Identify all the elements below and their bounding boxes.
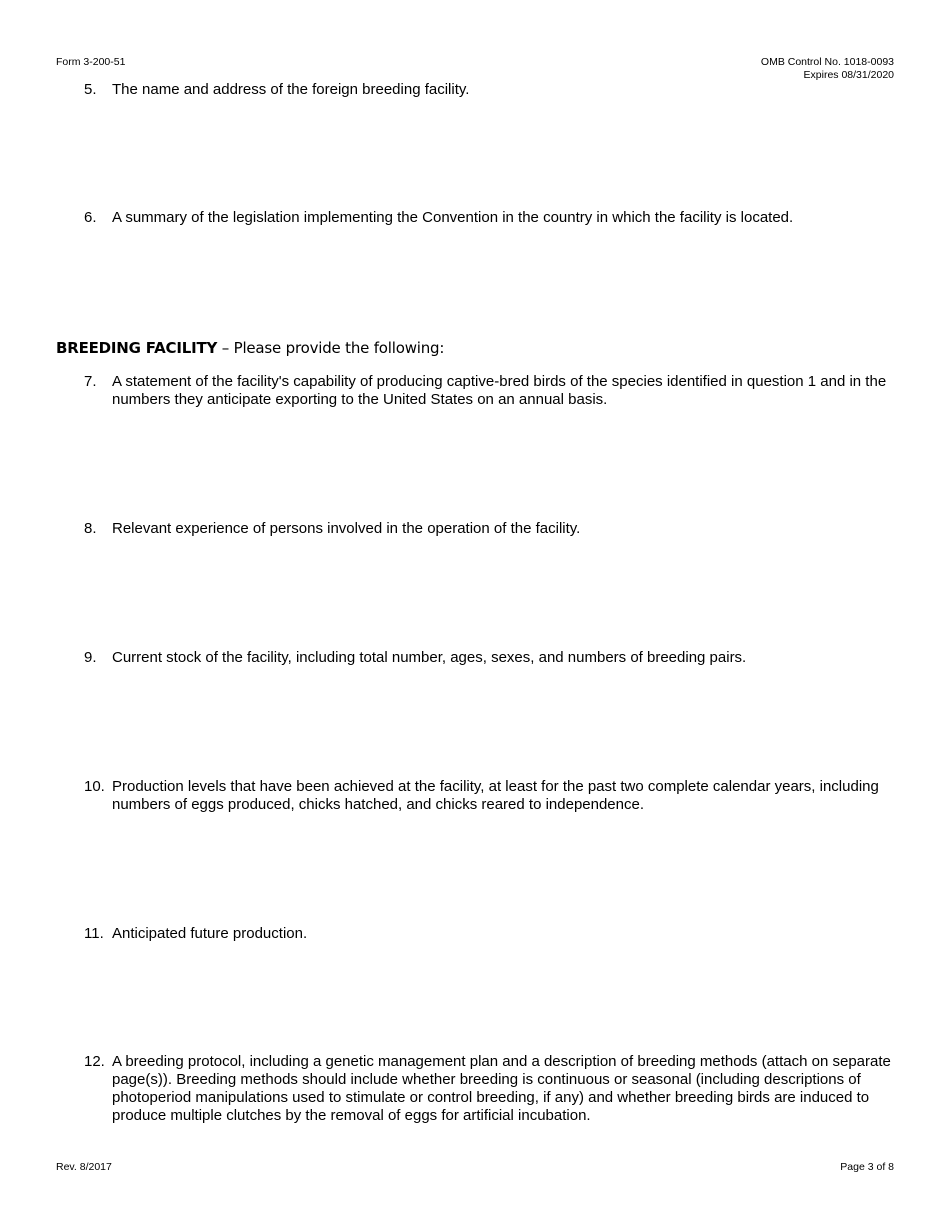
question-12: [84, 1053, 894, 1125]
page-number: Page 3 of 8: [840, 1161, 894, 1173]
question-text: Anticipated future production.: [112, 925, 308, 942]
question-text: Production levels that have been achieved at the facility, at least for the past two complete calendar years, including numbers of eggs produced, chicks hatched, and chicks reared to independence.: [112, 778, 879, 813]
question-text: A summary of the legislation implementing the Convention in the country in which the facility is located.: [112, 209, 794, 226]
question-number: 5.: [84, 81, 97, 98]
question-number: 10.: [84, 778, 105, 795]
expiration-date: Expires 08/31/2020: [803, 69, 894, 81]
revision-date: Rev. 8/2017: [56, 1161, 112, 1173]
question-number: 9.: [84, 649, 97, 666]
omb-control-block: [761, 56, 894, 82]
form-number: Form 3-200-51: [56, 56, 126, 68]
question-9: [84, 649, 894, 667]
question-number: 8.: [84, 520, 97, 537]
question-10: [84, 778, 894, 814]
question-8: [84, 520, 894, 538]
question-7: [84, 373, 894, 409]
question-text: A statement of the facility's capability of producing captive-bred birds of the species identified in question 1 and in the numbers they anticipate exporting to the United States on an annual basis.: [112, 373, 887, 408]
omb-control-number: OMB Control No. 1018-0093: [760, 56, 894, 68]
section-title: BREEDING FACILITY: [56, 339, 218, 357]
question-11: [84, 925, 894, 943]
question-6: [84, 209, 894, 227]
question-number: 6.: [84, 209, 97, 226]
question-5: [84, 81, 894, 99]
question-text: Current stock of the facility, including total number, ages, sexes, and numbers of breeding pairs.: [112, 649, 747, 666]
question-number: 7.: [84, 373, 97, 390]
section-heading: [56, 339, 444, 357]
section-subtitle: – Please provide the following:: [217, 339, 445, 357]
question-number: 12.: [84, 1053, 105, 1070]
question-text: Relevant experience of persons involved in the operation of the facility.: [112, 520, 581, 537]
question-text: A breeding protocol, including a genetic management plan and a description of breeding methods (attach on separate page(s)). Breeding methods should include whether breeding is continuous or seasonal (including descriptions of photoperiod manipulations used to stimulate or control breeding, if any) and whether breeding birds are induced to produce multiple clutches by the removal of eggs for artificial incubation.: [112, 1053, 891, 1124]
question-text: The name and address of the foreign breeding facility.: [112, 81, 470, 98]
question-number: 11.: [84, 925, 104, 942]
